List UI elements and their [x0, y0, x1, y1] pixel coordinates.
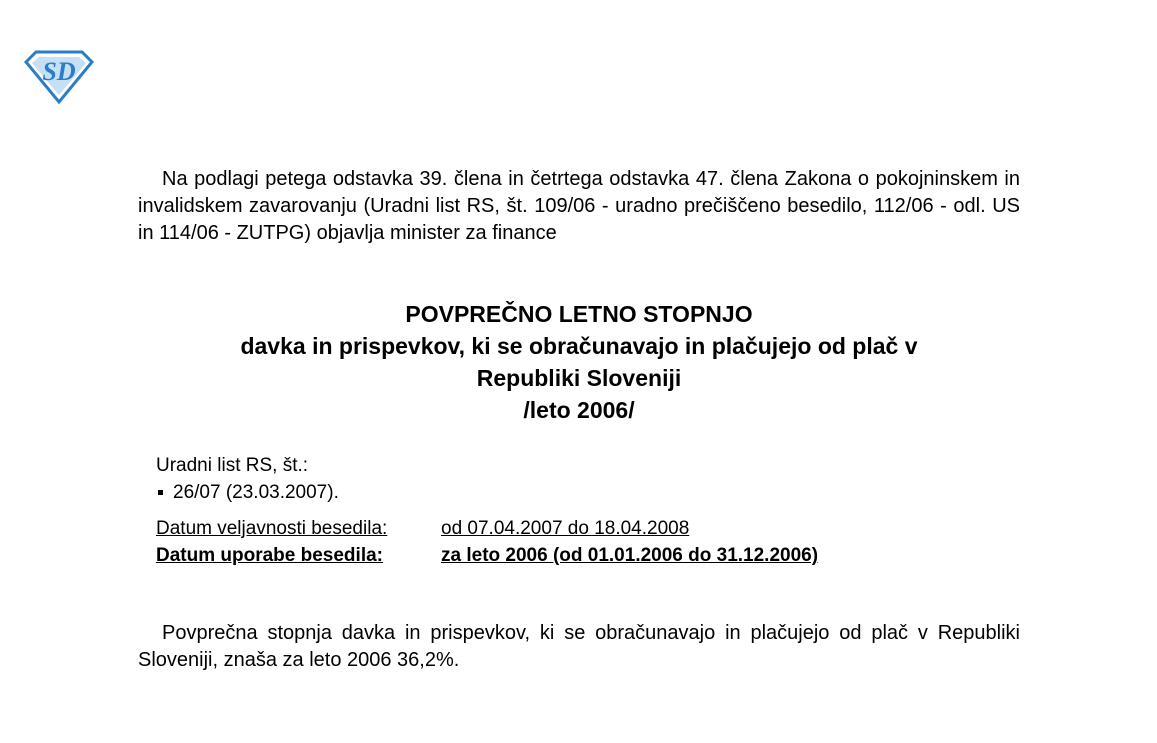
gazette-reference	[156, 452, 339, 506]
intro-paragraph: Na podlagi petega odstavka 39. člena in četrtega odstavka 47. člena Zakona o pokojninskem in invalidskem zavarovanju (Uradni list RS, št. 109/06 - uradno prečiščeno besedilo, 112/06 - odl. US in 114/06 - ZUTPG) objavlja minister za finance	[138, 168, 1020, 244]
title-line-1: POVPREČNO LETNO STOPNJO	[405, 301, 753, 327]
title-line-4: /leto 2006/	[523, 397, 635, 423]
document-title	[138, 298, 1020, 426]
usage-value: za leto 2006 (od 01.01.2006 do 31.12.2006)	[441, 545, 819, 566]
bullet-icon	[158, 490, 163, 495]
diamond-logo-icon	[22, 48, 96, 104]
closing-paragraph: Povprečna stopnja davka in prispevkov, ki se obračunavajo in plačujejo od plač v Republiki Sloveniji, znaša za leto 2006 36,2%.	[138, 622, 1020, 671]
validity-label: Datum veljavnosti besedila:	[156, 518, 388, 539]
gazette-label: Uradni list RS, št.:	[156, 455, 309, 476]
usage-row	[156, 542, 818, 569]
validity-row	[156, 515, 818, 542]
validity-value: od 07.04.2007 do 18.04.2008	[441, 518, 690, 539]
title-line-2: davka in prispevkov, ki se obračunavajo in plačujejo od plač v	[240, 333, 918, 359]
usage-label: Datum uporabe besedila:	[156, 545, 383, 566]
title-line-3: Republiki Sloveniji	[476, 365, 682, 391]
gazette-item	[156, 479, 339, 506]
logo-text: SD	[42, 57, 76, 86]
gazette-item-text: 26/07 (23.03.2007).	[173, 482, 339, 503]
validity-block	[156, 515, 818, 569]
